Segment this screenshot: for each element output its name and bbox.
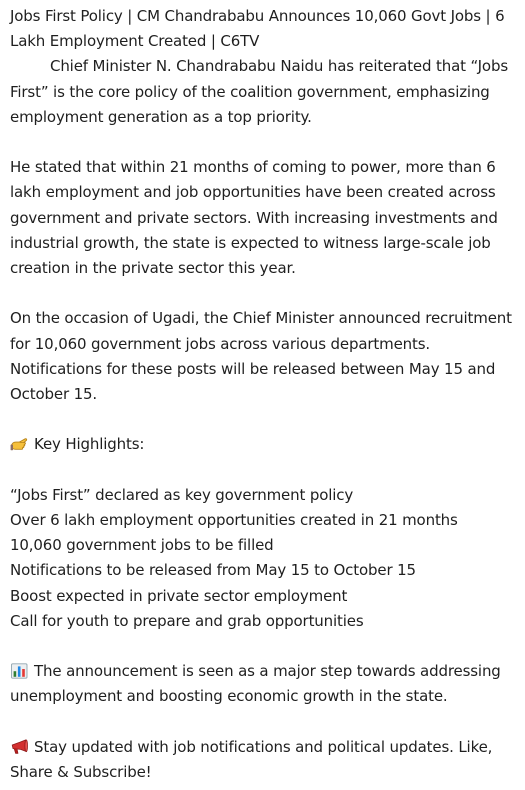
bar-chart-icon xyxy=(10,663,29,679)
post-title: Jobs First Policy | CM Chandrababu Announces 10,060 Govt Jobs | 6 Lakh Employment Created | C6TV xyxy=(10,7,505,51)
paragraph-employment: He stated that within 21 months of coming to power, more than 6 lakh employment and job opportunities have been created across government and private sectors. With increasing investments and industrial growth, the state is expected to witness large-scale job creation in the private sector this year. xyxy=(10,158,498,278)
announcement-text: The announcement is seen as a major step towards addressing unemployment and boosting economic growth in the state. xyxy=(10,662,501,706)
paragraph-gap xyxy=(10,458,517,483)
list-item: 10,060 government jobs to be filled xyxy=(10,536,274,555)
list-item: “Jobs First” declared as key government policy xyxy=(10,485,354,504)
list-item: Call for youth to prepare and grab opportunities xyxy=(10,611,364,630)
list-item: Over 6 lakh employment opportunities created in 21 months xyxy=(10,511,458,529)
cta-text: Stay updated with job notifications and political updates. Like, Share & Subscribe! xyxy=(10,737,493,781)
paragraph-gap xyxy=(10,710,517,735)
highlights-heading-text: Key Highlights: xyxy=(34,435,145,454)
highlights-list xyxy=(10,483,517,634)
list-item: Notifications to be released from May 15 to October 15 xyxy=(10,561,416,580)
paragraph-gap xyxy=(10,130,517,155)
paragraph-gap xyxy=(10,407,517,432)
paragraph-recruitment: On the occasion of Ugadi, the Chief Minister announced recruitment for 10,060 government jobs across various departments. Notifications for these posts will be released between May 15 and October 15. xyxy=(10,309,512,404)
cta-paragraph xyxy=(10,735,517,785)
announcement-paragraph xyxy=(10,659,517,709)
paragraph-gap xyxy=(10,281,517,306)
megaphone-icon xyxy=(10,739,29,755)
intro-paragraph xyxy=(10,54,517,130)
list-item: Boost expected in private sector employment xyxy=(10,586,348,605)
intro-text: Chief Minister N. Chandrababu Naidu has reiterated that “Jobs First” is the core policy of the coalition government, emphasizing employment generation as a top priority. xyxy=(10,57,508,126)
paragraph-gap xyxy=(10,634,517,659)
highlights-heading xyxy=(10,432,517,457)
pointing-hand-icon xyxy=(10,436,29,452)
